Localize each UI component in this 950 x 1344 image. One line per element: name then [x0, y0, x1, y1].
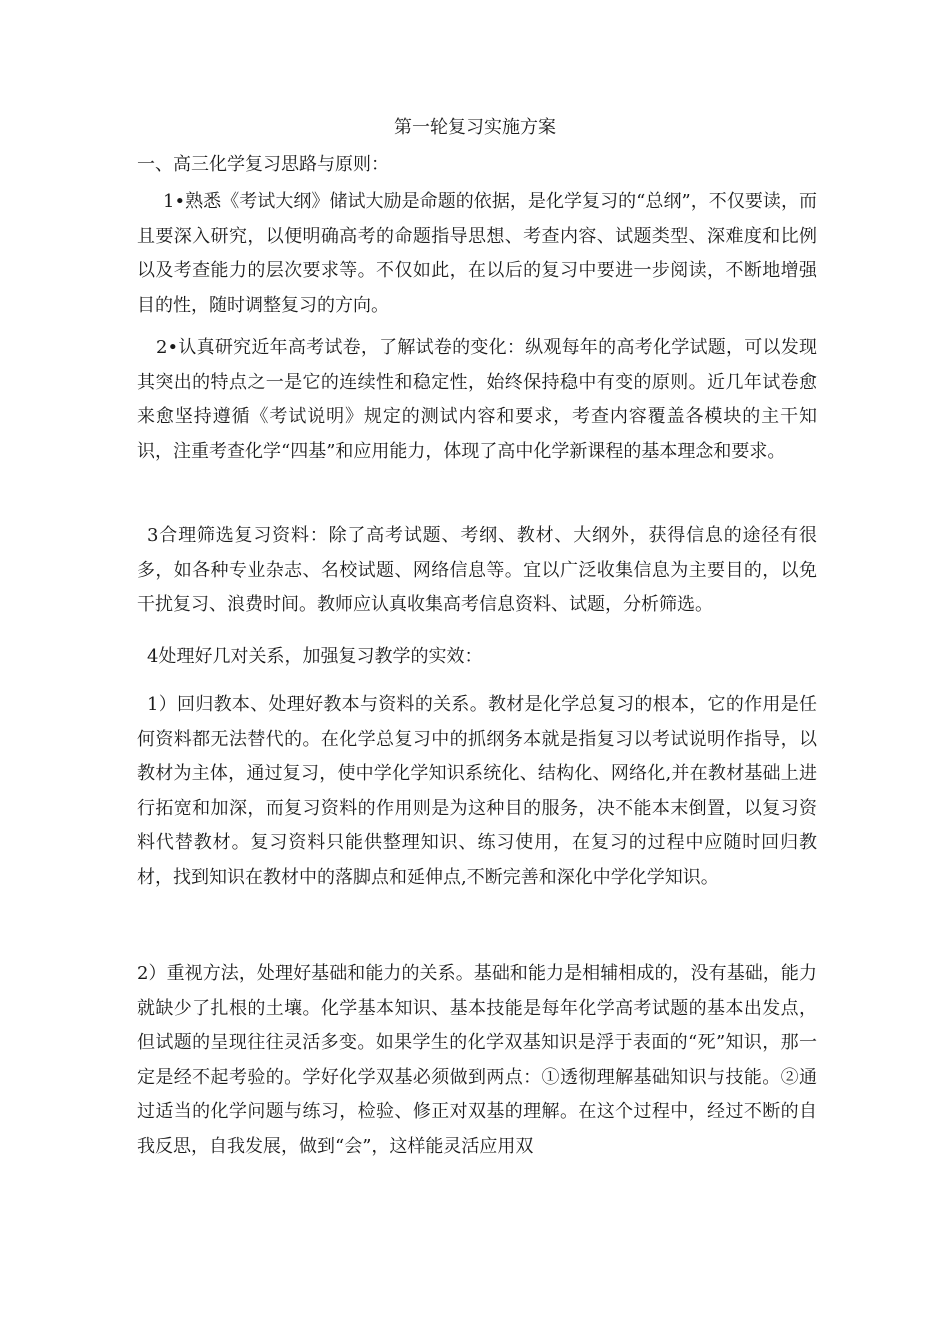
section-heading: 一、高三化学复习思路与原则： [137, 154, 389, 175]
paragraph-6: 2）重视方法，处理好基础和能力的关系。基础和能力是相辅相成的，没有基础，能力就缺少了扎根的土壤。化学基本知识、基本技能是每年化学高考试题的基本出发点，但试题的呈现往往灵活多变。如果学生的化学双基知识是浮于表面的“死”知识，那一定是经不起考验的。学好化学双基必须做到两点：①透彻理解基础知识与技能。②通过适当的化学问题与练习，检验、修正对双基的理解。在这个过程中，经过不断的自我反思，自我发展，做到“会”，这样能灵活应用双 [137, 963, 817, 1157]
paragraph-2: 2•认真研究近年高考试卷，了解试卷的变化：纵观每年的高考化学试题，可以发现其突出的特点之一是它的连续性和稳定性，始终保持稳中有变的原则。近几年试卷愈来愈坚持遵循《考试说明》规定的测试内容和要求，考查内容覆盖各模块的主干知识，注重考查化学“四基”和应用能力，体现了高中化学新课程的基本理念和要求。 [137, 337, 817, 462]
paragraph-5: 1）回归教本、处理好教本与资料的关系。教材是化学总复习的根本，它的作用是任何资料都无法替代的。在化学总复习中的抓纲务本就是指复习以考试说明作指导，以教材为主体，通过复习，使中学化学知识系统化、结构化、网络化,并在教材基础上进行拓宽和加深，而复习资料的作用则是为这种目的服务，决不能本末倒置，以复习资料代替教材。复习资料只能供整理知识、练习使用，在复习的过程中应随时回归教材，找到知识在教材中的落脚点和延伸点,不断完善和深化中学化学知识。 [137, 694, 817, 888]
paragraph-3: 3合理筛选复习资料：除了高考试题、考纲、教材、大纲外，获得信息的途径有很多，如各种专业杂志、名校试题、网络信息等。宜以广泛收集信息为主要目的，以免干扰复习、浪费时间。教师应认真收集高考信息资料、试题，分析筛选。 [137, 525, 817, 615]
paragraph-4: 4处理好几对关系，加强复习教学的实效： [147, 646, 483, 667]
document-title: 第一轮复习实施方案 [394, 117, 556, 138]
paragraph-1: 1•熟悉《考试大纲》储试大励是命题的依据，是化学复习的“总纲”，不仅要读，而且要深入研究，以便明确高考的命题指导思想、考查内容、试题类型、深难度和比例以及考查能力的层次要求等。不仅如此，在以后的复习中要进一步阅读，不断地增强目的性，随时调整复习的方向。 [137, 191, 817, 316]
